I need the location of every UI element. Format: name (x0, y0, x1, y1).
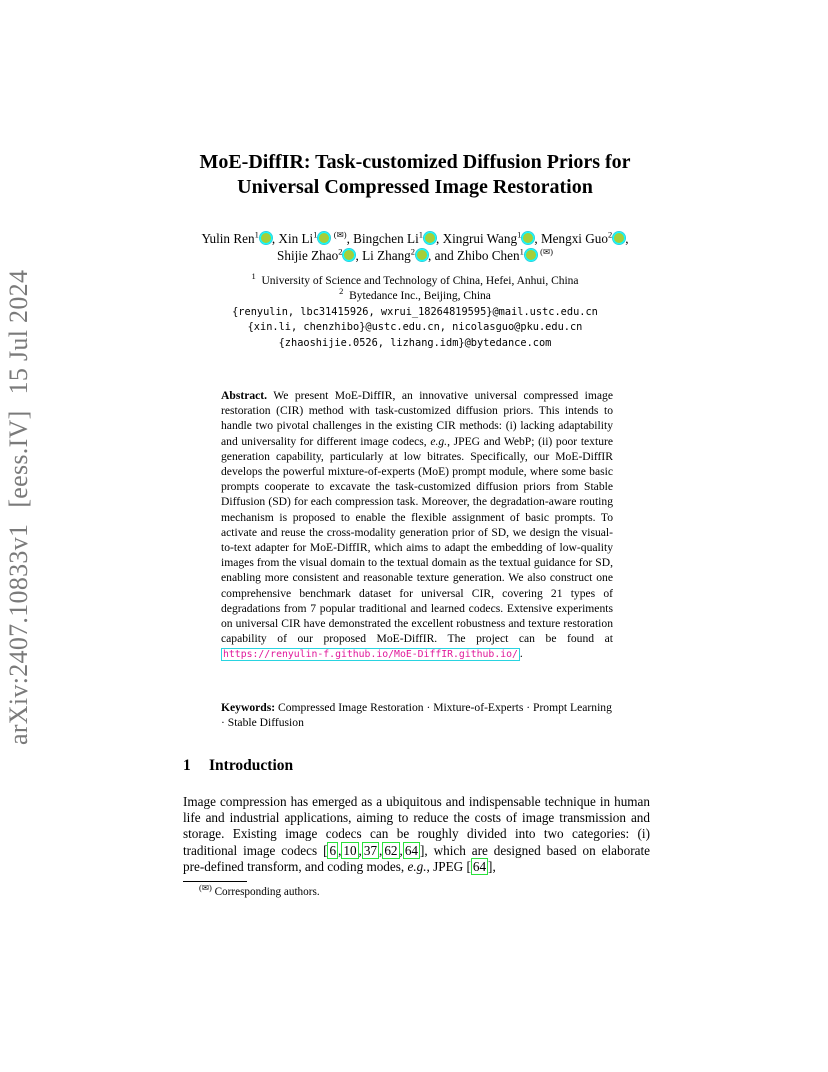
keywords: Keywords: Compressed Image Restoration · Mixture-of-Experts · Prompt Learning · Stable Diffusion (221, 701, 612, 730)
abstract: Abstract. We present MoE-DiffIR, an innovative universal compressed image restoration (CIR) method with task-customized diffusion priors. This intends to handle two pivotal challenges in the existing CIR methods: (i) lacking adaptability and universality for different image codecs, e.g., JPEG and WebP; (ii) poor texture generation capability, particularly at low bitrates. Specifically, our MoE-DiffIR develops the powerful mixture-of-experts (MoE) prompt module, where some basic prompts cooperate to excavate the task-customized diffusion priors from Stable Diffusion (SD) for each compression task. Moreover, the degradation-aware routing mechanism is proposed to enable the flexible assignment of basic prompts. To activate and reuse the cross-modality generation prior of SD, we design the visual-to-text adapter for MoE-DiffIR, which aims to adapt the embedding of low-quality images from the visual domain to the textual domain as the textual guidance for SD, enabling more consistent and reasonable texture generation. We also construct one comprehensive benchmark dataset for universal CIR, covering 21 types of degradations from 7 popular traditional and learned codecs. Extensive experiments on universal CIR have demonstrated the excellent robustness and texture restoration capability of our proposed MoE-DiffIR. The project can be found at https://renyulin-f.github.io/MoE-DiffIR.github.io/ . (221, 389, 614, 661)
author-name: Xingrui Wang (442, 231, 518, 246)
citation-link[interactable]: 62 (384, 842, 398, 858)
author-name: Shijie Zhao (277, 248, 339, 263)
title-line-2: Universal Compressed Image Restoration (237, 176, 593, 198)
mail-icon: (✉) (540, 246, 553, 257)
orcid-icon[interactable] (613, 232, 625, 244)
mail-icon: (✉) (199, 882, 212, 893)
section-number: 1 (183, 757, 191, 774)
author-name: Zhibo Chen (456, 248, 520, 263)
footnote-rule (183, 881, 247, 882)
arxiv-id: arXiv:2407.10833v1 (4, 523, 33, 745)
paper-title (120, 150, 710, 200)
orcid-icon[interactable] (416, 249, 428, 261)
footnote: (✉) Corresponding authors. (199, 882, 320, 898)
section-title: Introduction (209, 757, 294, 774)
author-name: Li Zhang (362, 248, 411, 263)
affiliation-1: $^1$ University of Science and Technology of China, Hefei, Anhui, China (251, 271, 579, 287)
author-list: Yulin Ren$^1$ , Xin Li$^1$ (✉), Bingchen Li$^1$ , Xingrui Wang$^1$ , Mengxi Guo$^2$ , Shijie Zhao$^2$ , Li Zhang$^2$ , and Zhibo Chen$^1$ (✉) (201, 229, 629, 263)
orcid-icon[interactable] (525, 249, 537, 261)
intro-paragraph: Image compression has emerged as a ubiquitous and indispensable technique in human life and industrial applications, aiming to reduce the costs of image transmission and storage. Existing image codecs can be roughly divided into two categories: (i) traditional image codecs [ 6 , 10 , 37 , 62 , 64 ], which are designed based on elaborate pre-defined transform, and coding modes, e.g., JPEG [ 64 ], (183, 794, 650, 874)
title-line-1: MoE-DiffIR: Task-customized Diffusion Priors for (199, 151, 631, 173)
citation-link[interactable]: 64 (404, 842, 418, 858)
keywords-label: Keywords: (221, 701, 276, 714)
citation-link[interactable]: 64 (472, 858, 487, 874)
citation-link[interactable]: 37 (363, 842, 378, 858)
author-name: Mengxi Guo (540, 231, 608, 246)
arxiv-watermark (4, 254, 34, 745)
affiliation-2: $^2$ Bytedance Inc., Beijing, China (339, 286, 491, 303)
orcid-icon[interactable] (424, 232, 436, 244)
section-heading (183, 757, 293, 775)
citation-link[interactable]: 6 (329, 842, 337, 858)
orcid-icon[interactable] (260, 232, 272, 244)
orcid-icon[interactable] (343, 249, 355, 261)
abstract-label: Abstract. (221, 389, 268, 402)
author-name: Bingchen Li (353, 231, 419, 246)
mail-icon: (✉) (333, 229, 347, 240)
affiliations (150, 271, 680, 351)
email-line: {xin.li, chenzhibo}@ustc.edu.cn, nicolasguo@pku.edu.cn (247, 321, 583, 334)
orcid-icon[interactable] (522, 232, 534, 244)
citation-link[interactable]: 10 (343, 842, 357, 858)
author-name: Xin Li (278, 231, 314, 246)
author-name: Yulin Ren (201, 231, 255, 246)
arxiv-category: [eess.IV] (4, 410, 33, 508)
arxiv-date: 15 Jul 2024 (4, 269, 33, 395)
orcid-icon[interactable] (318, 232, 330, 244)
email-line: {renyulin, lbc31415926, wxrui_18264819595}@mail.ustc.edu.cn (232, 305, 598, 318)
project-link[interactable]: https://renyulin-f.github.io/MoE-DiffIR.github.io/ (223, 649, 518, 661)
email-line: {zhaoshijie.0526, lizhang.idm}@bytedance.com (278, 336, 552, 349)
